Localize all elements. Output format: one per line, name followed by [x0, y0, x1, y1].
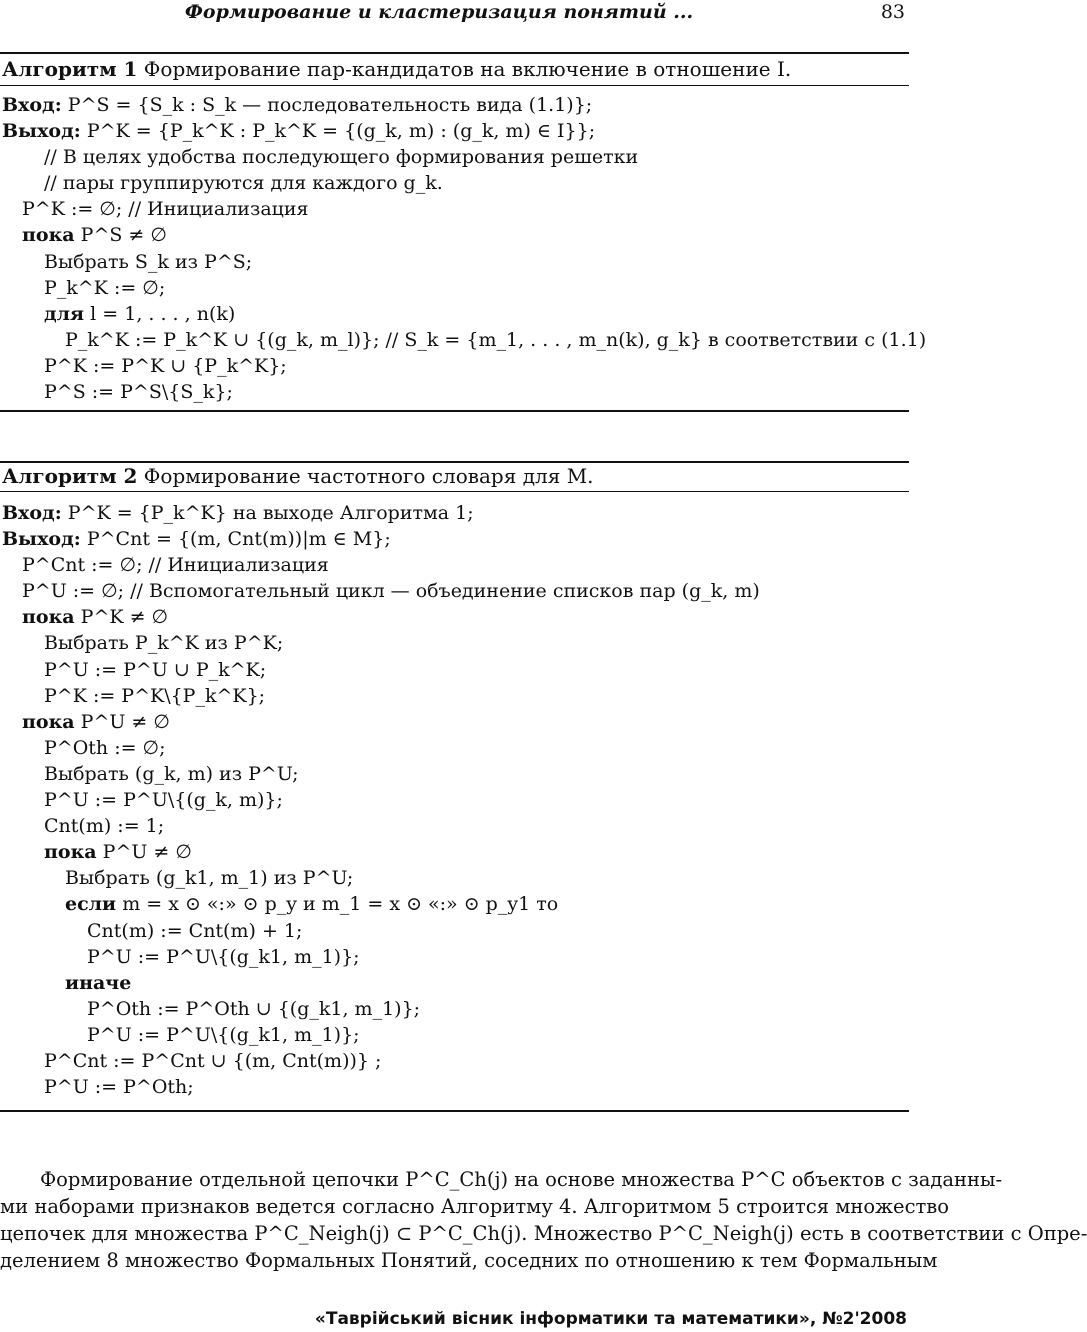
algorithm2-body: [0, 500, 909, 1100]
algorithm2-keyword: пока: [44, 841, 97, 864]
algorithm1-line-text: P_k^K := P_k^K ∪ {(g_k, m_l)}; // S_k = {m_1, . . . , m_n(k), g_k} в соответствии с (1.1): [65, 328, 927, 351]
algorithm2-caption-label: Алгоритм 2: [2, 464, 138, 488]
algorithm2-line-text: Cnt(m) := 1;: [44, 815, 165, 838]
algorithm2-line-text: P^Oth := P^Oth ∪ {(g_k1, m_1)};: [87, 997, 421, 1020]
algorithm1-line-text: P^K = {P_k^K : P_k^K = {(g_k, m) : (g_k, m) ∈ I}};: [80, 120, 596, 143]
running-header: [0, 0, 909, 28]
algorithm2-line-text: Выбрать P_k^K из P^K;: [44, 632, 284, 655]
algorithm1-line-text: Выбрать S_k из P^S;: [44, 250, 253, 273]
running-title: Формирование и кластеризация понятий ...: [184, 1, 694, 23]
algorithm2-line: [0, 709, 909, 735]
algorithm2-line-text: m = x ⊙ «:» ⊙ p_y и m_1 = x ⊙ «:» ⊙ p_y1 то: [116, 893, 559, 916]
algorithm1-line-text: P^S := P^S\{S_k};: [44, 381, 233, 404]
algorithm2-line: [0, 1074, 909, 1100]
algorithm1-line-text: P^K := ∅; // Инициализация: [22, 198, 309, 221]
algorithm2-line: [0, 891, 909, 917]
algorithm2-line: [0, 526, 909, 552]
algorithm2-line-text: P^K = {P_k^K} на выходе Алгоритма 1;: [61, 502, 474, 524]
algorithm1-line-text: // пары группируются для каждого g_k.: [44, 172, 443, 195]
algorithm2-bottom-rule: [0, 1110, 909, 1112]
algorithm1-caption-text: Формирование пар-кандидатов на включение в отношение I.: [137, 57, 792, 81]
algorithm2-line-text: P^U ≠ ∅: [96, 841, 192, 864]
algorithm2-line: [0, 500, 909, 526]
algorithm1-line-text: P^S = {S_k : S_k — последовательность вида (1.1)};: [61, 94, 593, 116]
algorithm2-keyword: Вход:: [2, 502, 62, 524]
algorithm2-line-text: P^K ≠ ∅: [74, 606, 169, 629]
algorithm1-line-text: P^S ≠ ∅: [74, 224, 167, 247]
algorithm2-line-text: Cnt(m) := Cnt(m) + 1;: [87, 919, 303, 942]
algorithm2-line: [0, 944, 909, 970]
paragraph-line: Формирование отдельной цепочки P^C_Ch(j) на основе множества P^C объектов с заданны-: [40, 1168, 1003, 1191]
algorithm1-caption: [2, 56, 791, 82]
algorithm1-line: [0, 144, 909, 170]
algorithm1-bottom-rule: [0, 410, 909, 412]
algorithm2-line-text: P^K := P^K\{P_k^K};: [44, 684, 266, 707]
algorithm2-line: [0, 735, 909, 761]
algorithm2-line-text: P^Cnt = {(m, Cnt(m))|m ∈ M};: [80, 528, 391, 551]
algorithm1-line: [0, 327, 927, 353]
algorithm2-line: [0, 865, 909, 891]
algorithm2-caption: [2, 463, 594, 489]
algorithm1-body: [0, 92, 927, 405]
paragraph-line: ми наборами признаков ведется согласно Алгоритму 4. Алгоритмом 5 строится множество: [0, 1195, 950, 1218]
page-number: 83: [880, 1, 905, 23]
algorithm2-line-text: P^Oth := ∅;: [44, 736, 166, 759]
algorithm2-line: [0, 839, 909, 865]
algorithm2-line: [0, 604, 909, 630]
algorithm2-line: [0, 578, 909, 604]
algorithm2-line: [0, 787, 909, 813]
algorithm2-keyword: Выход:: [2, 528, 81, 551]
algorithm1-line: [0, 196, 909, 222]
algorithm2-line-text: P^U := P^U\{(g_k, m)};: [44, 789, 283, 812]
algorithm2-line-text: Выбрать (g_k, m) из P^U;: [44, 762, 299, 785]
algorithm1-line: [0, 353, 909, 379]
algorithm2-line-text: P^U ≠ ∅: [74, 710, 170, 733]
algorithm2-line: [0, 683, 909, 709]
algorithm1-caption-label: Алгоритм 1: [2, 57, 138, 81]
paragraph-line: цепочек для множества P^C_Neigh(j) ⊂ P^C_Ch(j). Множество P^C_Neigh(j) есть в соответствии с Опре-: [0, 1222, 1087, 1245]
algorithm2-line: [0, 970, 909, 996]
algorithm2-line: [0, 630, 909, 656]
algorithm1-line: [0, 92, 909, 118]
algorithm2-line: [0, 996, 909, 1022]
algorithm2-line-text: P^Cnt := P^Cnt ∪ {(m, Cnt(m))} ;: [44, 1049, 382, 1072]
algorithm1-line-text: P^K := P^K ∪ {P_k^K};: [44, 354, 287, 377]
algorithm2-line-text: P^Cnt := ∅; // Инициализация: [22, 554, 329, 577]
algorithm2-keyword: пока: [22, 710, 75, 733]
algorithm1-line: [0, 170, 909, 196]
algorithm2-line: [0, 813, 909, 839]
algorithm1-line-text: P_k^K := ∅;: [44, 276, 166, 299]
algorithm1-line: [0, 118, 909, 144]
algorithm1-keyword: для: [44, 302, 85, 325]
algorithm1-keyword: Выход:: [2, 120, 81, 143]
algorithm1-line: [0, 222, 909, 248]
algorithm1-top-rule: [0, 52, 909, 54]
algorithm1-line: [0, 249, 909, 275]
algorithm2-caption-text: Формирование частотного словаря для M.: [137, 464, 594, 488]
algorithm1-line: [0, 379, 909, 405]
algorithm2-line: [0, 552, 909, 578]
algorithm2-line-text: P^U := P^U\{(g_k1, m_1)};: [87, 1023, 360, 1046]
algorithm2-line: [0, 761, 909, 787]
journal-footer: «Таврійський вісник інформатики та математики», №2'2008: [314, 1309, 907, 1329]
algorithm2-line: [0, 918, 909, 944]
algorithm1-line: [0, 301, 909, 327]
paragraph-line: делением 8 множество Формальных Понятий, соседних по отношению к тем Формальным: [0, 1249, 938, 1272]
algorithm1-line-text: // В целях удобства последующего формирования решетки: [44, 146, 639, 169]
algorithm2-keyword: иначе: [65, 971, 132, 994]
algorithm2-caption-rule: [0, 491, 909, 492]
algorithm2-line-text: P^U := P^Oth;: [44, 1076, 194, 1099]
algorithm2-keyword: если: [65, 893, 117, 916]
body-paragraph: [0, 1166, 1087, 1274]
algorithm2-keyword: пока: [22, 606, 75, 629]
algorithm2-line: [0, 657, 909, 683]
algorithm1-line: [0, 275, 909, 301]
algorithm2-line: [0, 1048, 909, 1074]
algorithm1-caption-rule: [0, 85, 909, 86]
algorithm1-keyword: пока: [22, 224, 75, 247]
algorithm2-line-text: Выбрать (g_k1, m_1) из P^U;: [65, 867, 354, 890]
algorithm1-keyword: Вход:: [2, 94, 62, 116]
algorithm1-line-text: l = 1, . . . , n(k): [84, 302, 236, 325]
algorithm2-line-text: P^U := ∅; // Вспомогательный цикл — объединение списков пар (g_k, m): [22, 580, 760, 603]
algorithm2-line-text: P^U := P^U ∪ P_k^K;: [44, 658, 267, 681]
algorithm2-line-text: P^U := P^U\{(g_k1, m_1)};: [87, 945, 360, 968]
algorithm2-line: [0, 1022, 909, 1048]
